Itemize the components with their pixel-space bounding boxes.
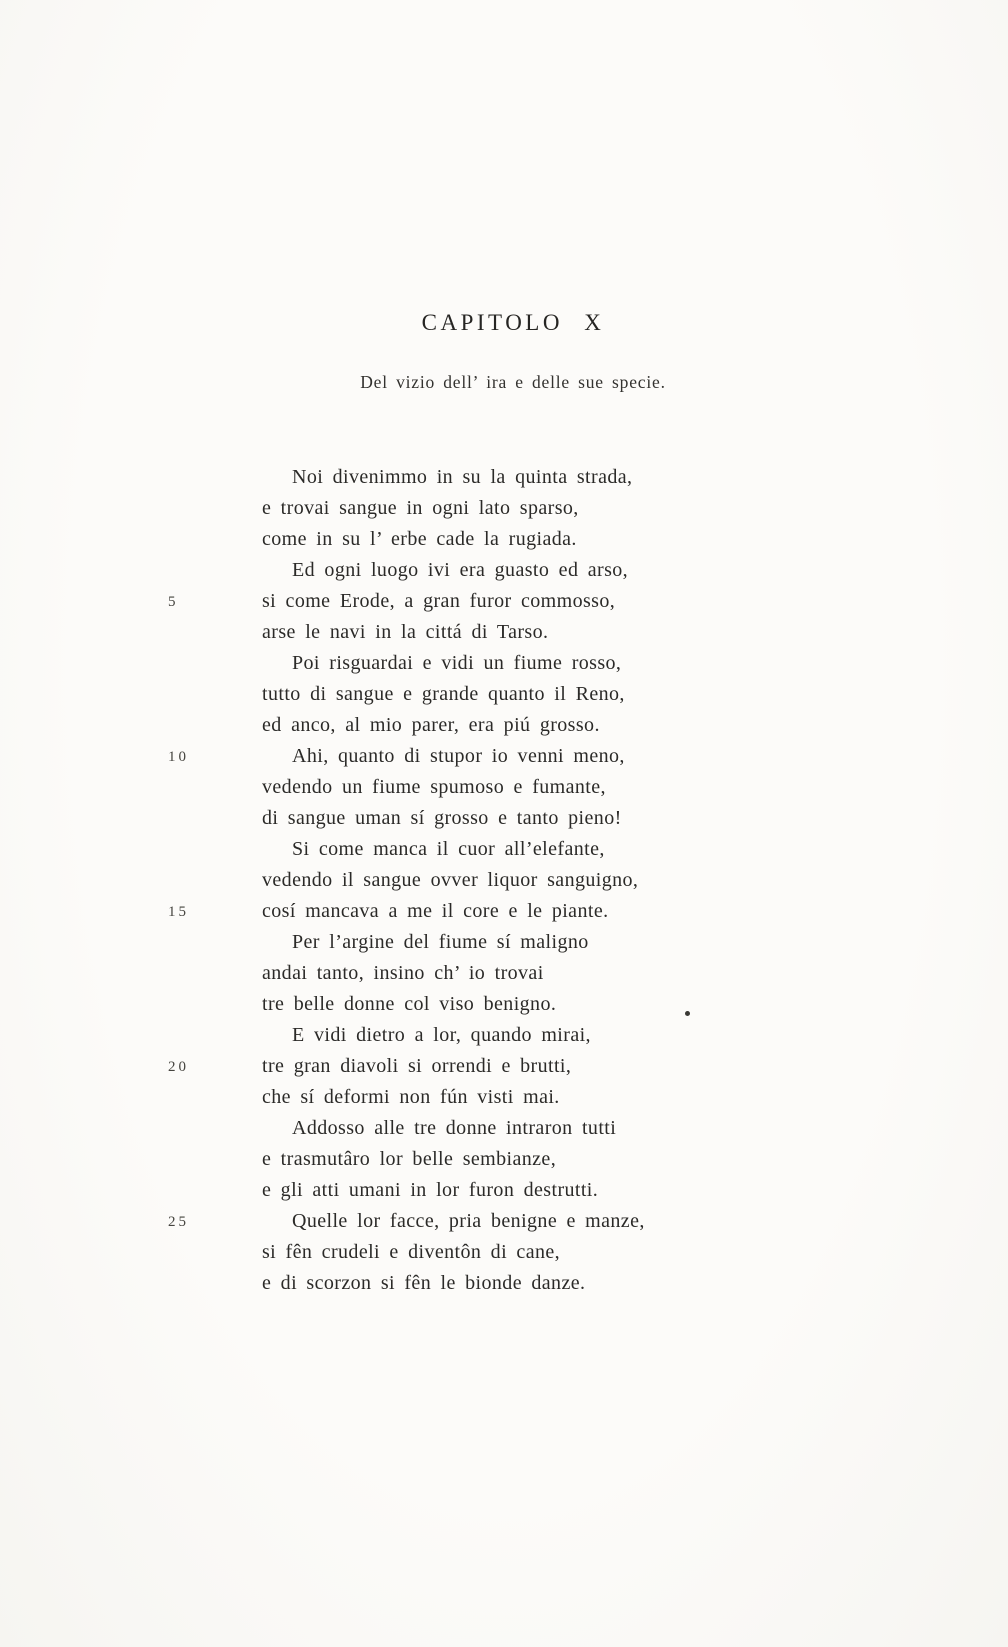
poem-line-text: di sangue uman sí grosso e tanto pieno! bbox=[262, 807, 622, 829]
poem-line bbox=[0, 590, 1008, 621]
poem-line bbox=[0, 497, 1008, 528]
line-number: 20 bbox=[168, 1059, 189, 1075]
poem-line bbox=[0, 1241, 1008, 1272]
poem-line bbox=[0, 621, 1008, 652]
poem-line-text: Poi risguardai e vidi un fiume rosso, bbox=[292, 652, 622, 674]
poem-line-text: Noi divenimmo in su la quinta strada, bbox=[292, 466, 633, 488]
poem-line bbox=[0, 652, 1008, 683]
poem-line-text: e di scorzon si fên le bionde danze. bbox=[262, 1272, 586, 1294]
poem-line bbox=[0, 900, 1008, 931]
poem-line bbox=[0, 1148, 1008, 1179]
poem-line bbox=[0, 559, 1008, 590]
poem-line bbox=[0, 869, 1008, 900]
poem-line bbox=[0, 1024, 1008, 1055]
poem-line-text: si come Erode, a gran furor commosso, bbox=[262, 590, 616, 612]
poem-line-text: arse le navi in la cittá di Tarso. bbox=[262, 621, 549, 643]
chapter-title: CAPITOLO X bbox=[421, 310, 605, 335]
line-number: 25 bbox=[168, 1214, 189, 1230]
poem-line bbox=[0, 745, 1008, 776]
poem-line bbox=[0, 931, 1008, 962]
poem-line bbox=[0, 714, 1008, 745]
poem-line-text: vedendo il sangue ovver liquor sanguigno, bbox=[262, 869, 639, 891]
line-number: 5 bbox=[168, 594, 179, 610]
line-number: 10 bbox=[168, 749, 189, 765]
poem-line-text: cosí mancava a me il core e le piante. bbox=[262, 900, 609, 922]
poem-line bbox=[0, 807, 1008, 838]
poem-line-text: E vidi dietro a lor, quando mirai, bbox=[292, 1024, 591, 1046]
poem-text-block bbox=[0, 466, 1008, 1303]
line-number: 15 bbox=[168, 904, 189, 920]
poem-line-text: vedendo un fiume spumoso e fumante, bbox=[262, 776, 606, 798]
poem-line bbox=[0, 1055, 1008, 1086]
poem-line bbox=[0, 466, 1008, 497]
poem-line bbox=[0, 1179, 1008, 1210]
poem-line bbox=[0, 528, 1008, 559]
poem-line bbox=[0, 776, 1008, 807]
poem-line-text: tre belle donne col viso benigno. bbox=[262, 993, 557, 1015]
poem-line bbox=[0, 1272, 1008, 1303]
poem-line-text: e gli atti umani in lor furon destrutti. bbox=[262, 1179, 599, 1201]
poem-line bbox=[0, 962, 1008, 993]
chapter-subtitle: Del vizio dell’ ira e delle sue specie. bbox=[360, 372, 666, 392]
poem-line bbox=[0, 838, 1008, 869]
poem-line bbox=[0, 1117, 1008, 1148]
poem-line-text: Ahi, quanto di stupor io venni meno, bbox=[292, 745, 625, 767]
poem-line bbox=[0, 683, 1008, 714]
poem-line bbox=[0, 993, 1008, 1024]
poem-line bbox=[0, 1210, 1008, 1241]
poem-line-text: e trovai sangue in ogni lato sparso, bbox=[262, 497, 579, 519]
poem-line-text: come in su l’ erbe cade la rugiada. bbox=[262, 528, 577, 550]
poem-line-text: Quelle lor facce, pria benigne e manze, bbox=[292, 1210, 645, 1232]
poem-line-text: che sí deformi non fún visti mai. bbox=[262, 1086, 560, 1108]
poem-line-text: e trasmutâro lor belle sembianze, bbox=[262, 1148, 557, 1170]
poem-line-text: ed anco, al mio parer, era piú grosso. bbox=[262, 714, 600, 736]
poem-line-text: Per l’argine del fiume sí maligno bbox=[292, 931, 589, 953]
poem-line-text: si fên crudeli e diventôn di cane, bbox=[262, 1241, 561, 1263]
print-artifact-dot bbox=[685, 1011, 690, 1016]
poem-line-text: tre gran diavoli si orrendi e brutti, bbox=[262, 1055, 572, 1077]
poem-line-text: andai tanto, insino ch’ io trovai bbox=[262, 962, 544, 984]
poem-line-text: Si come manca il cuor all’elefante, bbox=[292, 838, 605, 860]
poem-line-text: Addosso alle tre donne intraron tutti bbox=[292, 1117, 617, 1139]
poem-line-text: tutto di sangue e grande quanto il Reno, bbox=[262, 683, 625, 705]
poem-line-text: Ed ogni luogo ivi era guasto ed arso, bbox=[292, 559, 629, 581]
poem-line bbox=[0, 1086, 1008, 1117]
